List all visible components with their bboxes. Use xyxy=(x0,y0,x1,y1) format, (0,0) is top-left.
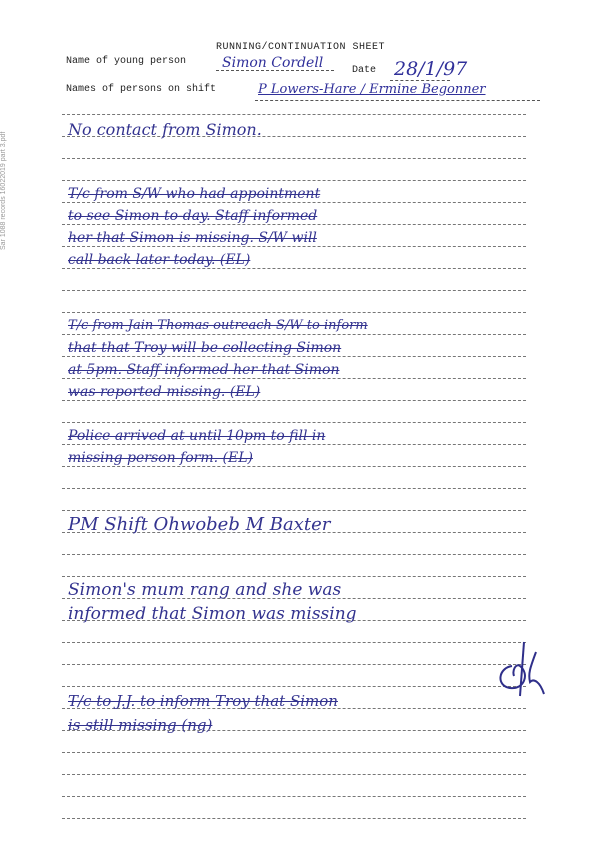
ruled-line xyxy=(62,312,526,313)
signature-image xyxy=(490,638,552,700)
young-person-value: Simon Cordell xyxy=(222,55,324,71)
shift-line xyxy=(255,100,540,101)
ruled-line xyxy=(62,554,526,555)
ruled-line xyxy=(62,114,526,115)
entry-line: PM Shift Ohwobeb M Baxter xyxy=(68,514,331,535)
entry-line: call back later today. (EL) xyxy=(68,252,251,268)
entry-line: her that Simon is missing. S/W will xyxy=(68,230,317,246)
young-person-label: Name of young person xyxy=(66,56,187,67)
entry-line: T/c to J.J. to inform Troy that Simon xyxy=(68,692,338,710)
entry-line: that that Troy will be collecting Simon xyxy=(68,340,342,356)
ruled-line xyxy=(62,356,526,357)
entry-line: Simon's mum rang and she was xyxy=(68,580,342,600)
date-label: Date xyxy=(352,65,377,76)
ruled-line xyxy=(62,334,526,335)
ruled-line xyxy=(62,774,526,775)
ruled-line xyxy=(62,796,526,797)
entry-line: T/c from Jain Thomas outreach S/W to inform xyxy=(68,318,368,333)
ruled-line xyxy=(62,664,526,665)
ruled-line xyxy=(62,290,526,291)
ruled-line xyxy=(62,180,526,181)
ruled-line xyxy=(62,488,526,489)
ruled-line xyxy=(62,818,526,819)
entry-line: Police arrived at until 10pm to fill in xyxy=(68,428,326,444)
shift-value: P Lowers-Hare / Ermine Begonner xyxy=(258,82,486,97)
entry-line: is still missing (ng) xyxy=(68,716,213,734)
ruled-line xyxy=(62,422,526,423)
ruled-line xyxy=(62,246,526,247)
entry-line: was reported missing. (EL) xyxy=(68,384,261,400)
ruled-line xyxy=(62,400,526,401)
ruled-line xyxy=(62,752,526,753)
date-value: 28/1/97 xyxy=(394,58,468,80)
entry-line: T/c from S/W who had appointment xyxy=(68,186,321,202)
ruled-line xyxy=(62,202,526,203)
ruled-line xyxy=(62,510,526,511)
ruled-line xyxy=(62,224,526,225)
ruled-line xyxy=(62,466,526,467)
entry-line: at 5pm. Staff informed her that Simon xyxy=(68,362,340,378)
entry-line: missing person form. (EL) xyxy=(68,450,253,466)
ruled-line xyxy=(62,268,526,269)
ruled-line xyxy=(62,444,526,445)
date-line xyxy=(390,80,450,81)
side-note: Sar 1088 records 16022019 part 3.pdf xyxy=(0,131,7,250)
entry-line: informed that Simon was missing xyxy=(68,604,357,624)
ruled-line xyxy=(62,642,526,643)
entry-line: No contact from Simon. xyxy=(68,120,262,139)
entry-line: to see Simon to-day. Staff informed xyxy=(68,208,318,224)
ruled-line xyxy=(62,378,526,379)
ruled-line xyxy=(62,686,526,687)
ruled-line xyxy=(62,576,526,577)
sheet-title: RUNNING/CONTINUATION SHEET xyxy=(215,42,386,53)
ruled-line xyxy=(62,158,526,159)
shift-label: Names of persons on shift xyxy=(66,84,217,95)
